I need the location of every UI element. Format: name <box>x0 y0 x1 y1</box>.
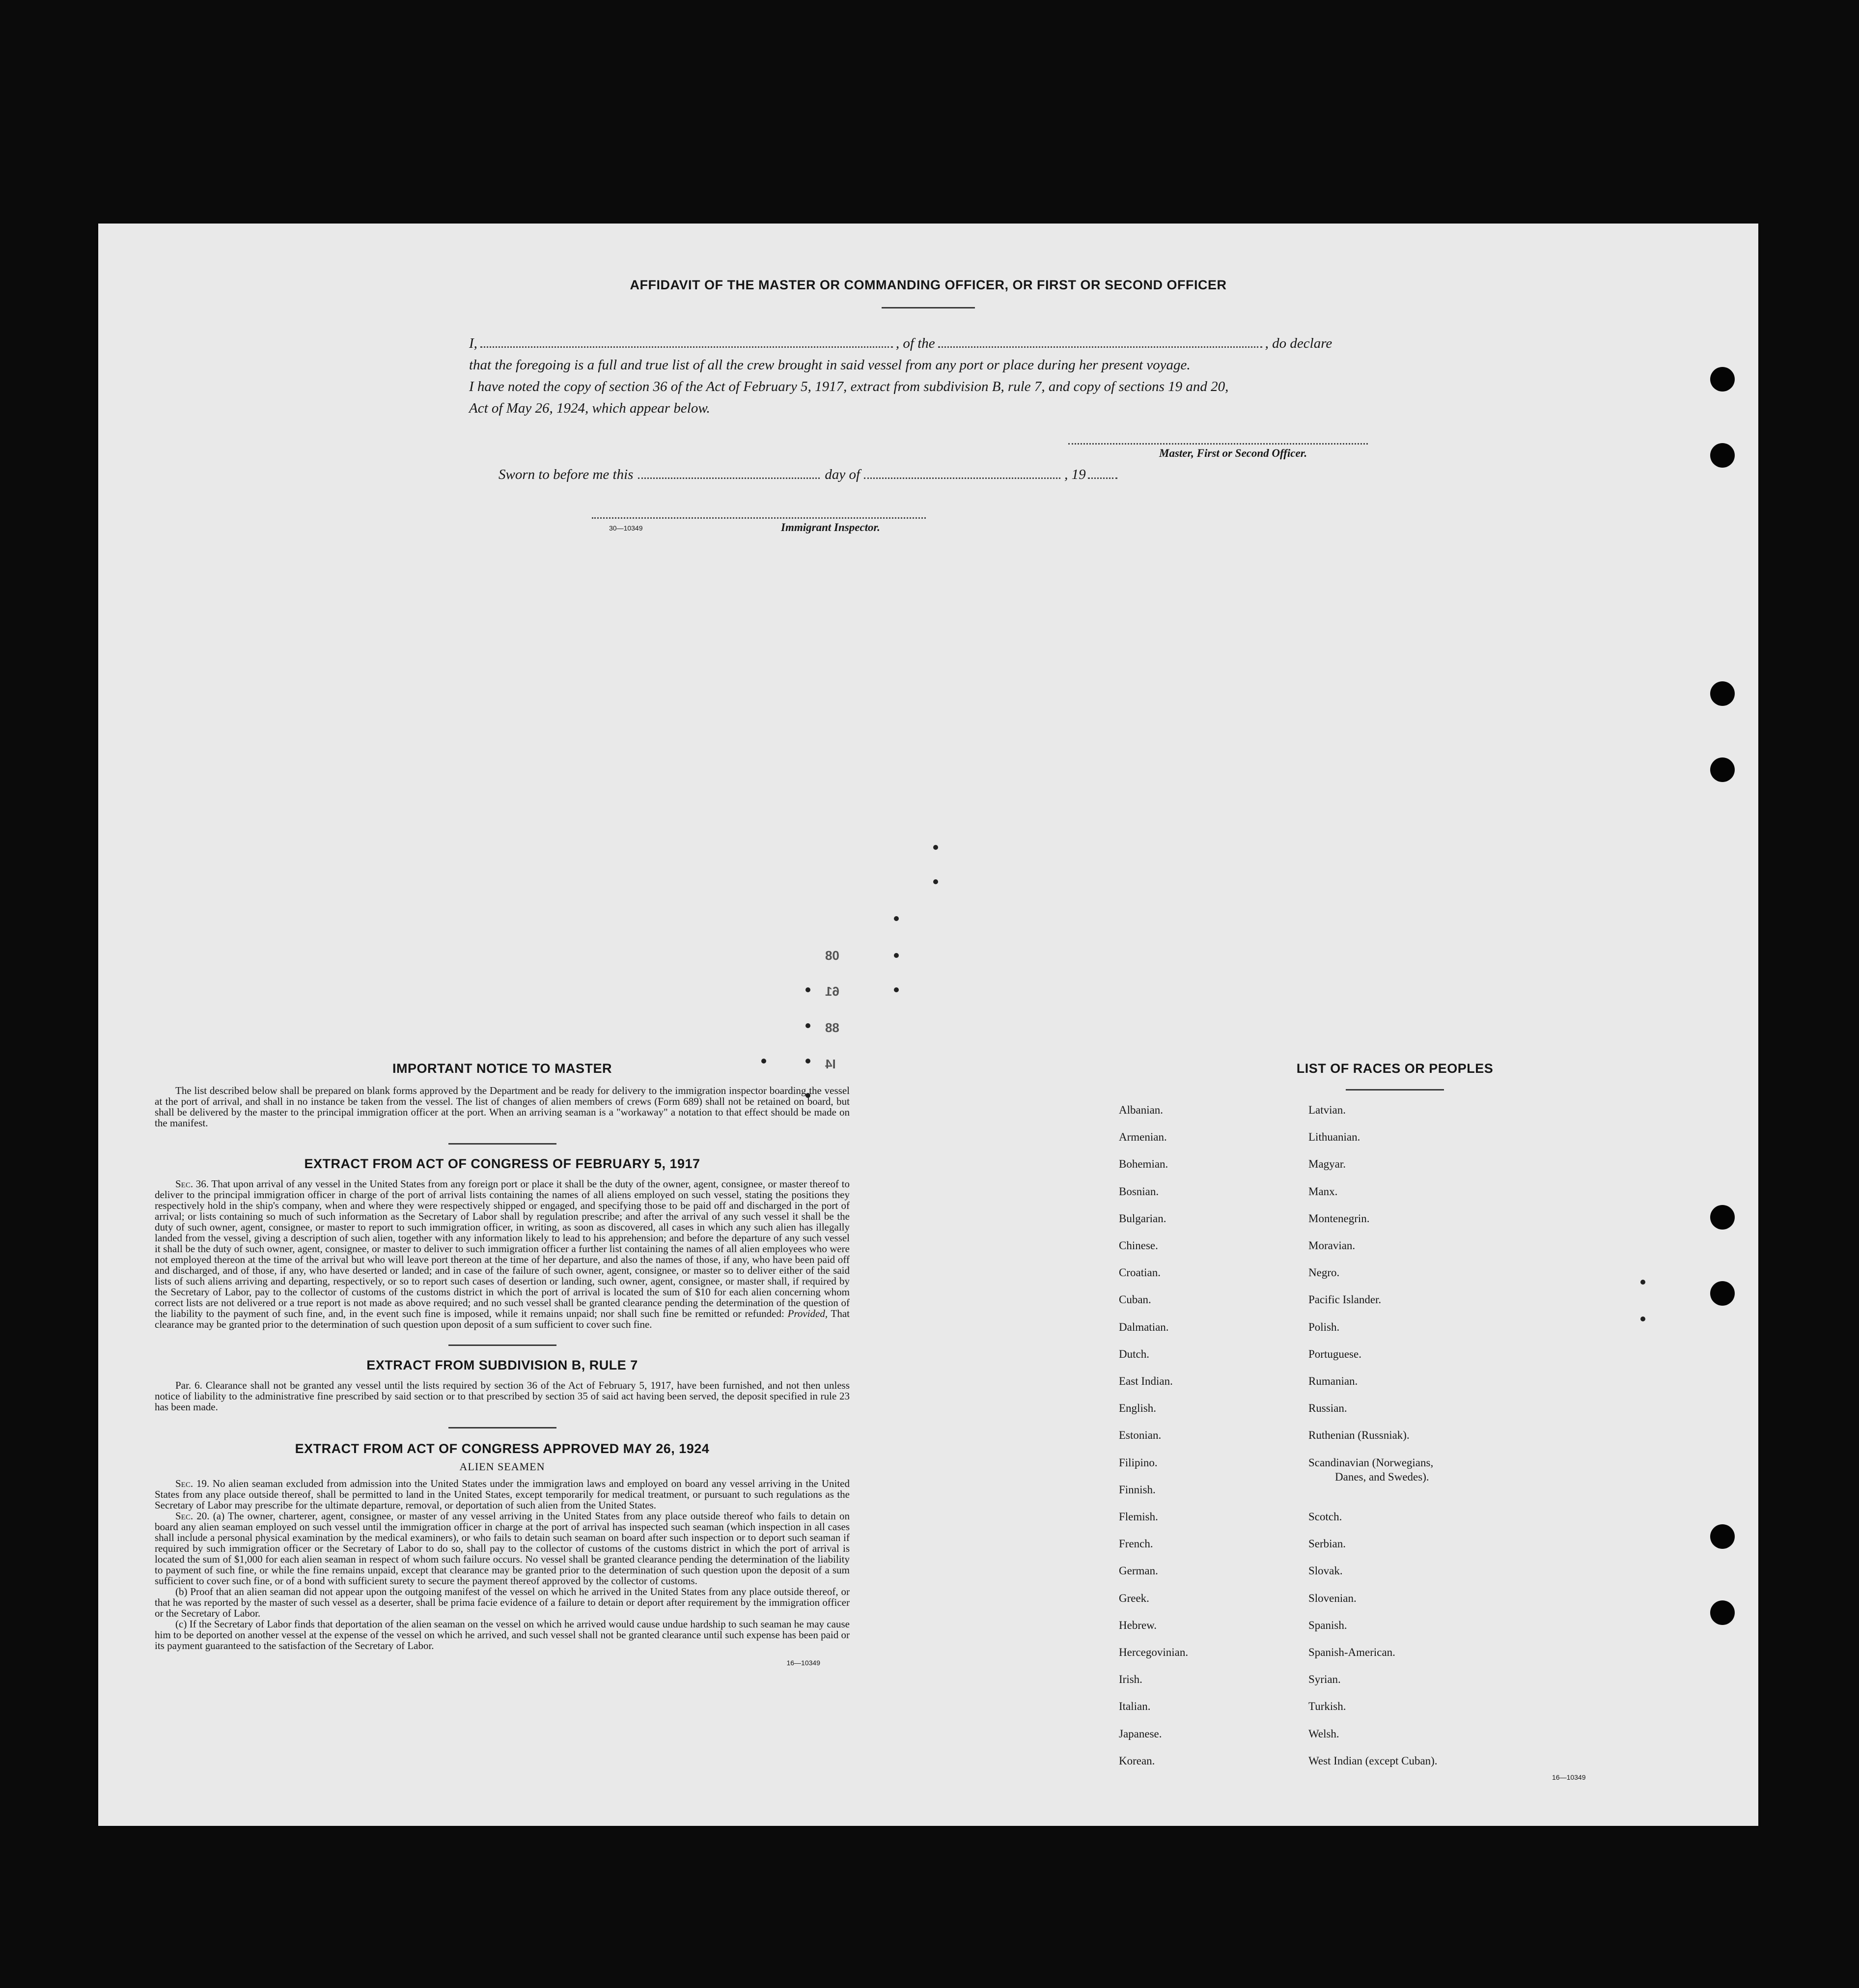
vessel-blank <box>938 346 1262 348</box>
ink-speck <box>894 987 899 992</box>
rule-7-text: Par. 6. Clearance shall not be granted any vessel until the lists required by section 36 of the Act of February 5, 1917, have been furnished, and not then unless notice of liability to the administrative fine prescribed by said section or to that prescribed by section 35 of said act having been served, the deposit specified in rule 23 has been made. <box>155 1379 850 1413</box>
ink-speck <box>894 916 899 921</box>
manifest-page <box>98 224 1758 1826</box>
race-item: Pacific Islander. <box>1308 1293 1382 1306</box>
section-19-label: Sec. 19. <box>175 1478 210 1489</box>
sworn-day-blank <box>638 477 820 479</box>
extract-1924-title: EXTRACT FROM ACT OF CONGRESS APPROVED MAY 26, 1924 <box>295 1441 710 1456</box>
year-label: , 19 <box>1064 467 1086 482</box>
section-20b-body: (b) Proof that an alien seaman did not appear upon the outgoing manifest of the vessel on which he arrived in the United States from any place outside thereof, or that he was reported by the master of such vessel as a deserter, shall be prima facie evidence of a failure to detain or deport after requirement by the immigration officer or the Secretary of Labor. <box>155 1586 850 1619</box>
section-19-body: No alien seaman excluded from admission into the United States under the immigration laws and employed on board any vessel arriving in the United States from any place outside thereof, shall be permitted to land in the United States, except temporarily for medical treatment, or pursuant to such regulations as the Secretary of Labor may prescribe for the ultimate departure, removal, or deportation of such alien from the United States. <box>155 1478 850 1511</box>
rule-7-title: EXTRACT FROM SUBDIVISION B, RULE 7 <box>366 1358 638 1372</box>
binder-hole <box>1710 443 1735 468</box>
race-item: Spanish-American. <box>1308 1646 1395 1658</box>
binder-hole <box>1710 681 1735 706</box>
extract-form-code: 16—10349 <box>786 1659 820 1667</box>
notice-title: IMPORTANT NOTICE TO MASTER <box>392 1061 612 1076</box>
section-20a-body: (a) The owner, charterer, agent, consignee, or master of any vessel arriving in the United States from any place outside thereof who fails to detain on board any alien seaman employed on such vessel until the immigration officer in charge at the port of arrival has inspected such seaman (which inspection in all cases shall include a personal physical examination by the medical examiners), or who fails to detain such seaman on board after such inspection or to deport such seaman if required by such immigration officer or the Secretary of Labor to do so, shall pay to the collector of customs of the customs district in which the port of arrival is located the sum of $1,000 for each alien seaman in respect of whom such failure occurs. No vessel shall be granted clearance pending the determination of the liability to payment of such fine, or while the fine remains unpaid, except that clearance may be granted prior to the determination of such question upon the deposit of a sum sufficient to cover such fine, or of a bond with sufficient surety to secure the payment thereof approved by the collector of customs. <box>155 1510 850 1587</box>
ink-speck <box>894 953 899 958</box>
races-form-code: 16—10349 <box>1552 1773 1586 1781</box>
race-item: Polish. <box>1308 1320 1340 1333</box>
ink-speck <box>933 879 938 884</box>
race-item: Bohemian. <box>1119 1158 1168 1171</box>
race-item: East Indian. <box>1119 1375 1173 1387</box>
race-item: Russian. <box>1308 1402 1347 1415</box>
affidavit-line-4: Act of May 26, 1924, which appear below. <box>469 400 710 416</box>
binder-hole <box>1710 1600 1735 1625</box>
race-item: Serbian. <box>1308 1538 1346 1550</box>
binder-hole <box>1710 1281 1735 1306</box>
ink-speck <box>1640 1280 1645 1285</box>
race-item: Bulgarian. <box>1119 1212 1166 1225</box>
race-item: Spanish. <box>1308 1619 1347 1631</box>
master-signature-caption: Master, First or Second Officer. <box>1159 447 1307 459</box>
affidavit-body <box>469 333 1481 419</box>
race-item: Hebrew. <box>1119 1619 1157 1631</box>
race-item: Japanese. <box>1119 1727 1162 1740</box>
bleed-through-mark: 08 <box>825 948 839 963</box>
divider <box>882 307 975 308</box>
race-item: German. <box>1119 1565 1158 1577</box>
race-item: Negro. <box>1308 1266 1340 1279</box>
ink-speck <box>933 845 938 850</box>
inspector-caption: Immigrant Inspector. <box>781 521 880 533</box>
race-item: Finnish. <box>1119 1483 1156 1496</box>
race-item: Estonian. <box>1119 1429 1162 1442</box>
section-36-text <box>155 1178 850 1330</box>
race-item: Montenegrin. <box>1308 1212 1370 1225</box>
race-item: West Indian (except Cuban). <box>1308 1754 1438 1767</box>
race-item: Moravian. <box>1308 1239 1356 1252</box>
race-item: Magyar. <box>1308 1158 1346 1171</box>
extract-1917-title: EXTRACT FROM ACT OF CONGRESS OF FEBRUARY 5, 1917 <box>304 1156 700 1171</box>
affidavit-line-2: that the foregoing is a full and true list of all the crew brought in said vessel from any port or place during her present voyage. <box>469 357 1191 373</box>
affidavit-i: I, <box>469 336 477 351</box>
sworn-month-blank <box>864 477 1060 479</box>
do-declare-label: , do declare <box>1265 336 1332 351</box>
section-36-body: That upon arrival of any vessel in the United States from any foreign port or place it shall be the duty of the owner, agent, consignee, or master thereof to deliver to the principal immigration officer in charge of the port of arrival lists containing the names of all aliens employed on such vessel, stating the positions they respectively hold in the ship's company, when and where they were respectively shipped or engaged, and specifying those to be paid off and discharged in the port of arrival; or lists containing so much of such information as the Secretary of Labor shall by regulation prescribe; and after the arrival of any such vessel it shall be the duty of such owner, agent, consignee, or master to report to such immigration officer, in writing, as soon as discovered, all cases in which any such alien has illegally landed from the vessel, giving a description of such alien, together with any information likely to lead to his apprehension; and before the departure of any such vessel it shall be the duty of such owner, agent, consignee, or master to deliver to such immigration officer a further list containing the names of all alien employees who were not employed thereon at the time of the arrival but who will leave port thereon at the time of her departure, and also the names of those, if any, who have been paid off and discharged, and of those, if any, who have deserted or landed; and in case of the failure of such owner, agent, consignee, or master so to deliver either of the said lists of such aliens arriving and departing, respectively, or so to report such cases of desertion or landing, such owner, agent, consignee, or master shall, if required by the Secretary of Labor, pay to the collector of customs of the customs district in which the port of arrival is located the sum of $10 for each alien concerning whom correct lists are not delivered or a true report is not made as above required; and no such vessel shall be granted clearance pending the determination of the question of the liability to the payment of such fine, and, in the event such fine is imposed, while it remains unpaid; nor shall such fine be remitted or refunded: <box>155 1178 850 1319</box>
inspector-signature-line <box>592 517 926 519</box>
legal-column <box>155 1061 850 1667</box>
divider <box>448 1128 556 1145</box>
master-signature-line <box>1068 443 1368 445</box>
sworn-year-blank <box>1088 477 1117 479</box>
race-item: Welsh. <box>1308 1727 1339 1740</box>
binder-hole <box>1710 1205 1735 1230</box>
race-item: Dalmatian. <box>1119 1320 1169 1333</box>
race-item: Flemish. <box>1119 1511 1158 1523</box>
race-item: Scotch. <box>1308 1511 1342 1523</box>
race-item: Latvian. <box>1308 1104 1346 1116</box>
races-title: LIST OF RACES OR PEOPLES <box>1296 1061 1494 1076</box>
binder-hole <box>1710 757 1735 782</box>
section-36-label: Sec. 36. <box>175 1178 209 1190</box>
inspector-form-code: 30—10349 <box>609 524 643 532</box>
day-of-label: day of <box>825 467 860 482</box>
race-item: Danes, and Swedes). <box>1335 1470 1429 1483</box>
bleed-through-mark: 61 <box>825 984 839 999</box>
race-item: Hercegovinian. <box>1119 1646 1189 1658</box>
race-item: Irish. <box>1119 1673 1142 1686</box>
race-item: Portuguese. <box>1308 1347 1361 1360</box>
divider <box>1346 1089 1444 1091</box>
race-item: Slovenian. <box>1308 1592 1357 1604</box>
ink-speck <box>805 1023 810 1028</box>
affidavit-line-3: I have noted the copy of section 36 of the Act of February 5, 1917, extract from subdivision B, rule 7, and copy of sections 19 and 20, <box>469 379 1229 394</box>
name-blank <box>480 346 893 348</box>
race-item: Chinese. <box>1119 1239 1158 1252</box>
race-item: English. <box>1119 1402 1157 1415</box>
race-item: Scandinavian (Norwegians, <box>1308 1456 1434 1469</box>
race-item: Ruthenian (Russniak). <box>1308 1429 1410 1442</box>
race-item: Croatian. <box>1119 1266 1161 1279</box>
ink-speck <box>805 987 810 992</box>
ink-speck <box>1640 1316 1645 1321</box>
race-item: Greek. <box>1119 1592 1149 1604</box>
race-item: Filipino. <box>1119 1456 1158 1469</box>
race-item: Turkish. <box>1308 1700 1346 1713</box>
binder-hole <box>1710 1524 1735 1549</box>
affidavit-title: AFFIDAVIT OF THE MASTER OR COMMANDING OFFICER, OR FIRST OR SECOND OFFICER <box>630 278 1227 292</box>
race-item: Syrian. <box>1308 1673 1341 1686</box>
of-the-label: , of the <box>895 336 935 351</box>
race-item: Rumanian. <box>1308 1375 1358 1387</box>
race-item: Slovak. <box>1308 1565 1343 1577</box>
race-item: Armenian. <box>1119 1131 1167 1144</box>
race-item: Albanian. <box>1119 1104 1164 1116</box>
race-item: Korean. <box>1119 1754 1155 1767</box>
race-item: Bosnian. <box>1119 1185 1159 1198</box>
notice-text: The list described below shall be prepared on blank forms approved by the Department and be ready for delivery to the immigration inspector boarding the vessel at the port of arrival, and shall in no instance be taken from the vessel. The list of changes of alien members of crews (Form 689) shall not be retained on board, but shall be delivered by the master to the principal immigration officer at the port. When an arriving seaman is a "workaway" a notation to that effect should be made on the manifest. <box>155 1085 850 1129</box>
section-36-tail: That clearance may be granted prior to the determination of such question upon deposit of a sum sufficient to cover such fine. <box>155 1308 850 1330</box>
race-item: Cuban. <box>1119 1293 1151 1306</box>
sworn-line <box>499 467 1119 483</box>
section-20c-body: (c) If the Secretary of Labor finds that deportation of the alien seaman on the vessel on which he arrived would cause undue hardship to such seaman he may cause him to be deported on another vessel at the expense of the vessel on which he arrived, and such vessel shall not be granted clearance until such expense has been paid or its payment guaranteed to the satisfaction of the Secretary of Labor. <box>155 1618 850 1652</box>
race-item: Italian. <box>1119 1700 1151 1713</box>
race-item: Lithuanian. <box>1308 1131 1360 1144</box>
binder-hole <box>1710 367 1735 392</box>
section-20-label: Sec. 20. <box>175 1510 210 1522</box>
extract-1924-text <box>155 1478 850 1651</box>
divider <box>448 1330 556 1346</box>
sworn-label: Sworn to before me this <box>499 467 634 482</box>
bleed-through-mark: Ɩ4 <box>825 1057 836 1071</box>
divider <box>448 1412 556 1428</box>
race-item: Dutch. <box>1119 1347 1149 1360</box>
race-item: French. <box>1119 1538 1153 1550</box>
alien-seamen-subtitle: ALIEN SEAMEN <box>459 1460 545 1473</box>
provided-label: Provided, <box>787 1308 828 1319</box>
bleed-through-mark: 88 <box>825 1020 839 1035</box>
race-item: Manx. <box>1308 1185 1338 1198</box>
